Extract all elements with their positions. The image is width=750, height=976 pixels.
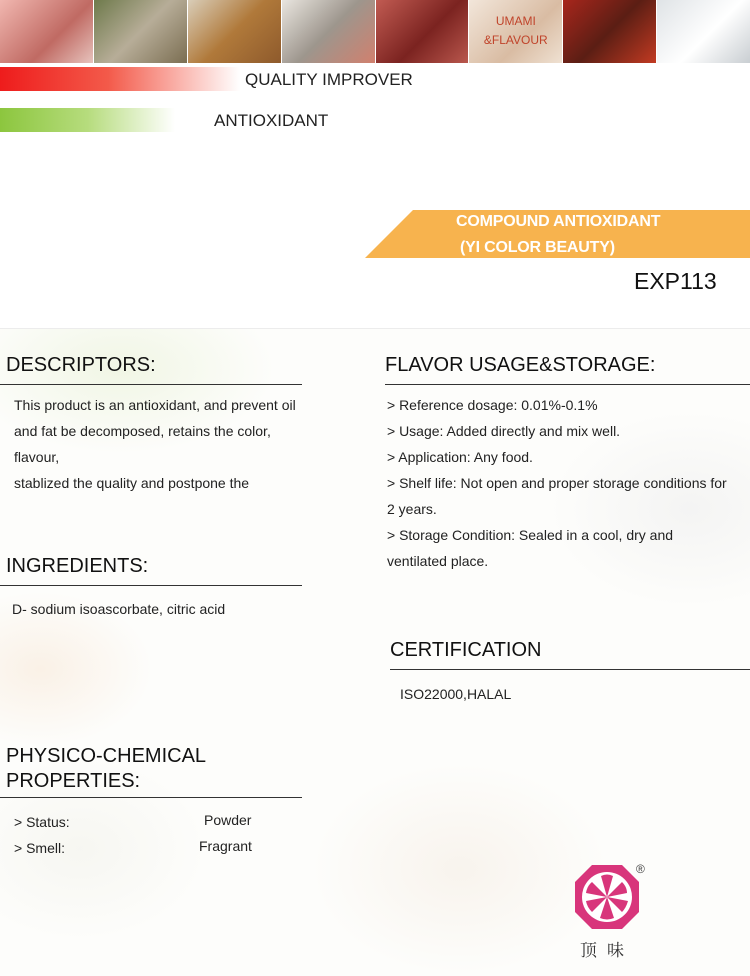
property-key-smell: > Smell: [14, 840, 65, 856]
umami-caption: UMAMI &FLAVOUR [483, 14, 548, 47]
pig-photo [0, 0, 94, 63]
antioxidant-bar [0, 108, 175, 132]
descriptors-line: This product is an antioxidant, and prevent oil [14, 397, 296, 413]
property-value-status: Powder [204, 812, 252, 828]
physico-title-line-1: PHYSICO-CHEMICAL [6, 745, 207, 767]
usage-text [387, 392, 747, 574]
usage-line: > Storage Condition: Sealed in a cool, dry and [387, 527, 674, 543]
property-value-smell: Fragrant [199, 838, 252, 854]
certification-rule [390, 669, 750, 670]
certification-text: ISO22000,HALAL [400, 686, 512, 702]
usage-line: > Usage: Added directly and mix well. [387, 423, 621, 439]
product-name-line-2: (YI COLOR BEAUTY) [460, 239, 615, 256]
shrimp-photo [282, 0, 376, 63]
property-key-status: > Status: [14, 814, 70, 830]
usage-line: 2 years. [387, 501, 437, 517]
descriptors-line: stablized the quality and postpone the [14, 475, 250, 491]
usage-line: > Shelf life: Not open and proper storage conditions for [387, 475, 727, 491]
sheep-photo [94, 0, 188, 63]
ingredients-rule [0, 585, 302, 586]
product-name-line-1: COMPOUND ANTIOXIDANT [456, 213, 661, 230]
spices-photo [563, 0, 657, 63]
usage-line: > Application: Any food. [387, 449, 533, 465]
meat-photo [376, 0, 470, 63]
physico-title-line-2: PROPERTIES: [6, 770, 141, 792]
usage-title: FLAVOR USAGE&STORAGE: [385, 354, 656, 376]
usage-line: > Reference dosage: 0.01%-0.1% [387, 397, 598, 413]
umami-photo [469, 0, 563, 63]
product-code: EXP113 [634, 268, 717, 294]
category-antioxidant: ANTIOXIDANT [214, 111, 329, 130]
category-quality-improver: QUALITY IMPROVER [245, 70, 413, 89]
duck-photo [188, 0, 282, 63]
registered-mark: ® [636, 862, 645, 876]
brand-logo-icon [572, 862, 642, 932]
certification-title: CERTIFICATION [390, 639, 542, 661]
quality-improver-bar [0, 67, 240, 91]
ingredients-text: D- sodium isoascorbate, citric acid [12, 601, 226, 617]
brand-logo-text: 顶味 [580, 941, 634, 961]
ingredients-title: INGREDIENTS: [6, 555, 149, 577]
powder-photo [657, 0, 750, 63]
header-photo-strip [0, 0, 750, 63]
descriptors-line: and fat be decomposed, retains the color, flavour, [14, 423, 271, 465]
usage-line: ventilated place. [387, 553, 489, 569]
descriptors-rule [0, 384, 302, 385]
usage-rule [385, 384, 750, 385]
descriptors-title: DESCRIPTORS: [6, 354, 156, 376]
physico-rule [0, 797, 302, 798]
descriptors-text [14, 392, 314, 496]
